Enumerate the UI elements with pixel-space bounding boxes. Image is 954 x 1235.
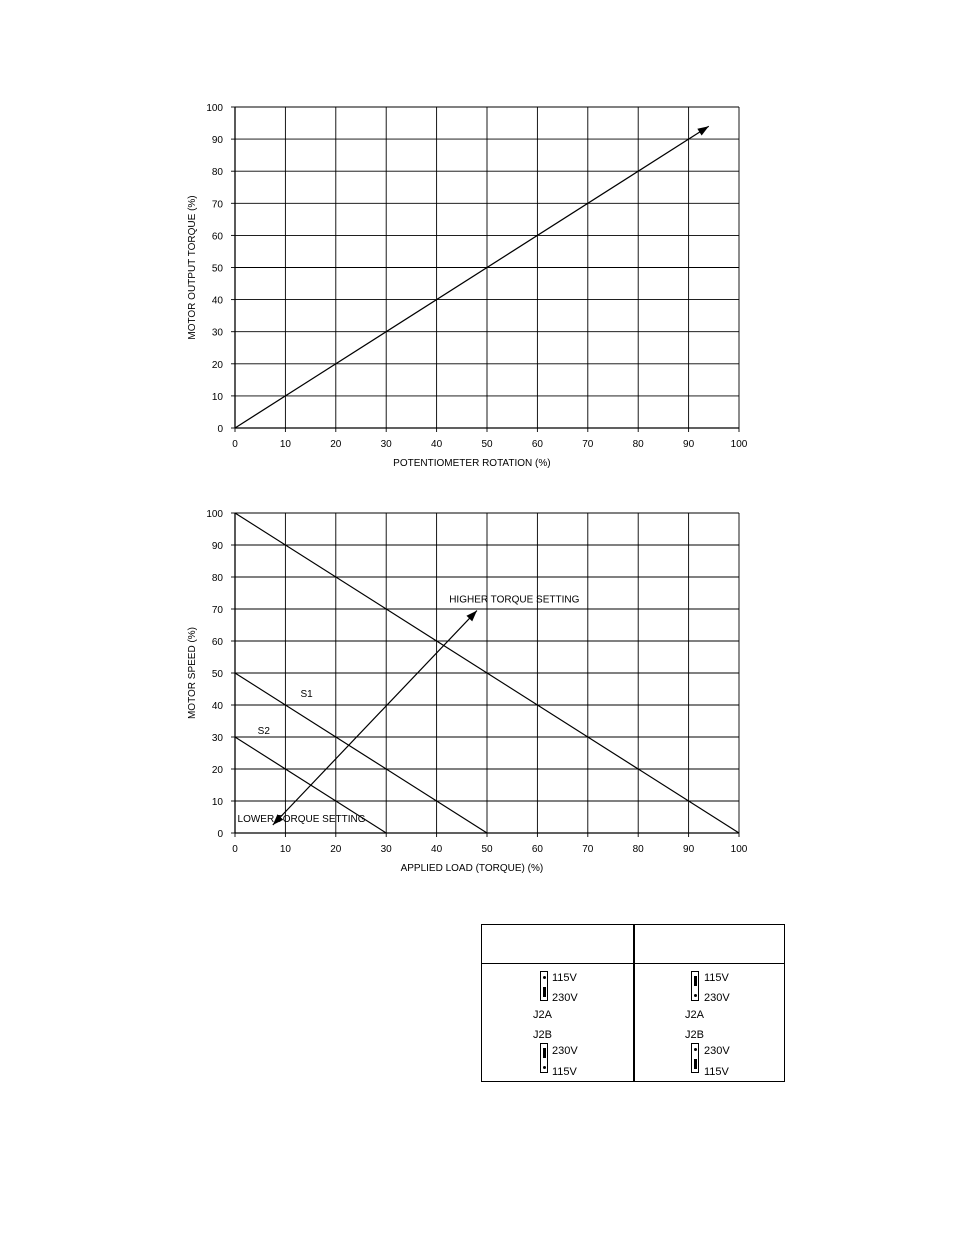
j2b-top-label: 230V [552,1045,578,1057]
x-tick-label: 0 [232,844,238,855]
j2a-top-label: 115V [552,972,577,984]
y-tick-label: 20 [211,359,223,371]
jumper-cell-1 [482,965,632,1081]
j2a-bottom-label: 230V [552,992,578,1004]
jumper-j2b [540,1043,548,1073]
jumper-setting-table [481,924,785,1082]
jumper-j2b [691,1043,699,1073]
x-tick-label: 90 [683,844,695,855]
x-tick-label: 100 [730,439,748,450]
x-tick-label: 90 [683,439,695,450]
y-tick-label: 30 [211,327,223,339]
y-tick-label: 10 [211,797,223,808]
x-tick-label: 10 [279,844,291,855]
annotation-label: LOWER TORQUE SETTING [237,813,366,825]
y-tick-label: 60 [211,637,223,648]
j2a-name-label: J2A [685,1009,704,1021]
jumper-j2a [691,971,699,1001]
y-axis-label: MOTOR SPEED (%) [187,626,198,720]
annotation-label: S1 [300,689,313,700]
y-tick-label: 40 [211,701,223,712]
x-tick-label: 10 [279,439,291,450]
y-tick-label: 10 [211,391,223,403]
x-tick-label: 30 [380,844,392,855]
y-tick-label: 70 [211,605,223,616]
chart2-series-3-line [273,611,477,825]
y-tick-label: 100 [206,509,223,520]
x-tick-label: 60 [531,439,543,450]
jumper-j2a [540,971,548,1001]
y-tick-label: 50 [211,263,223,275]
j2a-top-label: 115V [704,972,729,984]
y-tick-label: 90 [211,135,223,147]
y-tick-label: 0 [217,829,223,840]
y-tick-label: 0 [217,424,223,435]
x-tick-label: 40 [431,439,443,450]
annotation-label: HIGHER TORQUE SETTING [449,594,580,606]
j2a-name-label: J2A [533,1009,552,1021]
speed-vs-load-chart [0,490,954,890]
y-tick-label: 70 [211,199,223,211]
x-tick-label: 40 [431,844,443,855]
y-tick-label: 20 [211,765,223,776]
y-tick-label: 30 [211,733,223,744]
x-tick-label: 70 [582,439,594,450]
x-tick-label: 20 [330,439,342,450]
y-tick-label: 80 [211,167,223,179]
j2b-bottom-label: 115V [552,1066,577,1078]
y-tick-label: 90 [211,541,223,552]
torque-vs-rotation-chart [0,0,954,480]
x-tick-label: 60 [531,844,543,855]
y-tick-label: 100 [206,103,223,114]
j2b-name-label: J2B [685,1029,704,1041]
x-tick-label: 30 [380,439,392,450]
x-tick-label: 70 [582,844,594,855]
x-tick-label: 50 [481,844,493,855]
x-tick-label: 20 [330,844,342,855]
x-tick-label: 0 [232,439,238,450]
chart2-series-1-line [235,673,487,833]
x-tick-label: 80 [632,844,644,855]
x-axis-label: POTENTIOMETER ROTATION (%) [393,458,551,469]
j2b-name-label: J2B [533,1029,552,1041]
x-tick-label: 50 [481,439,493,450]
j2b-top-label: 230V [704,1045,730,1057]
y-tick-label: 60 [211,231,223,243]
y-axis-label: MOTOR OUTPUT TORQUE (%) [187,195,198,340]
y-tick-label: 50 [211,669,223,680]
jumper-cell-2 [634,965,784,1081]
x-tick-label: 80 [632,439,644,450]
j2a-bottom-label: 230V [704,992,730,1004]
x-axis-label: APPLIED LOAD (TORQUE) (%) [400,863,544,874]
arrow-head [697,126,708,135]
x-tick-label: 100 [730,844,748,855]
annotation-label: S2 [257,725,270,737]
y-tick-label: 80 [211,573,223,584]
j2b-bottom-label: 115V [704,1066,729,1078]
y-tick-label: 40 [211,295,223,307]
